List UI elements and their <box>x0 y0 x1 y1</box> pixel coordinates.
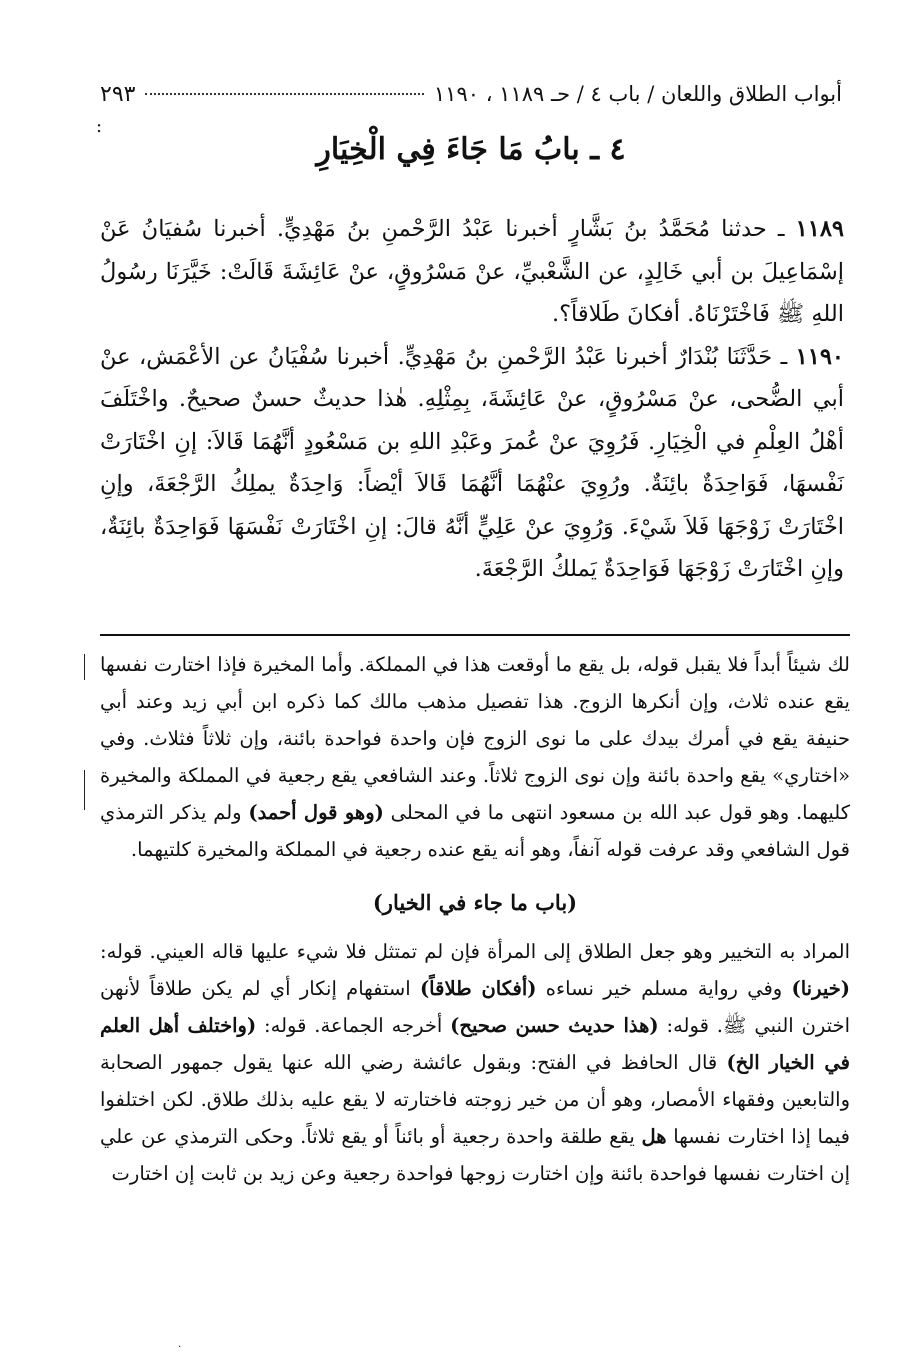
commentary-emphasis: هل <box>641 1125 667 1148</box>
hadith-1189 <box>100 208 844 336</box>
commentary-text: استفهام إنكار أي لم يكن طلاقاً لأنهن اخترن النبي ﷺ. قوله: <box>100 977 851 1037</box>
margin-bar <box>84 770 85 810</box>
commentary-emphasis: (وهو قول أحمد) <box>248 801 384 824</box>
page-number: ٢٩٣ <box>100 81 136 107</box>
commentary-block <box>100 646 850 1192</box>
bottom-dot: · <box>178 1342 182 1353</box>
commentary-text: يقع طلقة واحدة رجعية أو بائناً أو يقع ثلاثاً. وحكى الترمذي عن علي إن اختارت نفسها فواحدة بائنة وإن اختارت زوجها فواحدة رجعية وعن زيد بن ثابت إن اختارت <box>100 1125 850 1185</box>
footnote-separator <box>100 634 850 636</box>
header-title: أبواب الطلاق واللعان / باب ٤ / حـ ١١٨٩ ، ١١٩٠ <box>433 82 842 106</box>
hadith-1190 <box>100 336 844 591</box>
commentary-text: المراد به التخيير وهو جعل الطلاق إلى المرأة فإن لم تمتثل فلا شيء عليها قاله العيني. قوله: <box>100 940 850 963</box>
margin-bar <box>84 654 85 680</box>
commentary-text: وفي رواية مسلم خير نساءه <box>536 977 792 1000</box>
commentary-emphasis: (هذا حديث حسن صحيح) <box>450 1014 659 1037</box>
hadith-number: ١١٨٩ <box>795 216 844 242</box>
commentary-text: لك شيئاً أبداً فلا يقبل قوله، بل يقع ما أوقعت هذا في المملكة. وأما المخيرة فإذا اختارت نفسها يقع عنده ثلاث، وإن أنكرها الزوج. هذا تفصيل مذهب مالك كما ذكره ابن أبي زيد وعند أبي حنيفة يقع في أمرك بيدك على ما نوى الزوج فإن واحدة فواحدة بائنة، وإن ثلاثاً فثلاث. وفي «اختاري» يقع واحدة بائنة وإن نوى الزوج ثلاثاً. وعند الشافعي يقع رجعية في المملكة والمخيرة كليهما. وهو قول عبد الله بن مسعود انتهى ما في المحلى <box>100 653 850 824</box>
hadith-text-block <box>100 208 844 591</box>
commentary-emphasis: (خيرنا) <box>791 977 851 1000</box>
commentary-text: أخرجه الجماعة. قوله: <box>256 1014 451 1037</box>
hadith-body: ـ حدثنا مُحَمَّدُ بنُ بَشَّارٍ أخبرنا عَبْدُ الرَّحْمنِ بنُ مَهْدِيٍّ. أخبرنا سُفيَانُ عَنْ إسْمَاعِيلَ بن أبي خَالِدٍ، عن الشَّعْبيِّ، عنْ مَسْرُوقٍ، عنْ عَائِشَةَ قَالَتْ: خَيَّرَنَا رسُولُ اللهِ ﷺ فَاخْتَرْنَاهُ. أفكانَ طَلاقاً؟. <box>100 216 844 327</box>
chapter-title: ٤ ـ بابُ مَا جَاءَ فِي الْخِيَارِ <box>316 132 626 167</box>
side-mark: : <box>96 116 103 137</box>
hadith-number: ١١٩٠ <box>795 343 844 370</box>
commentary-paragraph-1 <box>100 646 850 868</box>
running-header <box>100 76 842 112</box>
commentary-emphasis: (أفكان طلاقاً) <box>419 977 537 1000</box>
commentary-emphasis: (واختلف أهل العلم في الخيار الخ) <box>100 1014 850 1074</box>
commentary-text: ولم يذكر الترمذي قول الشافعي وقد عرفت قوله آنفاً، وهو أنه يقع عنده رجعية في المملكة والمخيرة كلتيهما. <box>100 801 850 861</box>
commentary-text: قال الحافظ في الفتح: وبقول عائشة رضي الله عنها يقول جمهور الصحابة والتابعين وفقهاء الأمصار، وهو أن من خير زوجته فاختارته لا يقع عليه بذلك طلاق. لكن اختلفوا فيما إذا اختارت نفسها <box>100 1051 850 1148</box>
commentary-subheading: (باب ما جاء في الخيار) <box>372 890 578 915</box>
hadith-body: ـ حَدَّثَنَا بُنْدَارٌ أخبرنا عَبْدُ الرَّحْمنِ بنُ مَهْدِيٍّ. أخبرنا سُفْيَانُ عن الأعْمَش، عنْ أبي الضُّحى، عنْ مَسْرُوقٍ، عنْ عَائِشَةَ، بِمِثْلِهِ. هٰذا حديثٌ حسنٌ صحيحٌ. واخْتَلَفَ أهْلُ العِلْمِ في الْخِيَارِ. فَرُوِيَ عنْ عُمرَ وعَبْدِ اللهِ بن مَسْعُودٍ أنَّهُمَا قَالاَ: إنِ اخْتَارَتْ نَفْسهَا، فَوَاحِدَةٌ بائِنَةٌ. ورُوِيَ عنْهُمَا أنَّهُمَا قَالاَ أيْضاً: وَاحِدَةٌ يملِكُ الرَّجْعَةَ، وإنِ اخْتَارَتْ زَوْجَهَا فَلاَ شَيْءَ. وَرُوِيَ عنْ عَلِيٍّ أنَّهُ قالَ: إنِ اخْتَارَتْ نَفْسَهَا فَوَاحِدَةٌ بائِنَةٌ، وإنِ اخْتَارَتْ زَوْجَهَا فَوَاحِدَةٌ يَملكُ الرَّجْعَةَ. <box>100 343 844 582</box>
header-dot-leader <box>145 93 423 95</box>
commentary-paragraph-2 <box>100 933 850 1192</box>
